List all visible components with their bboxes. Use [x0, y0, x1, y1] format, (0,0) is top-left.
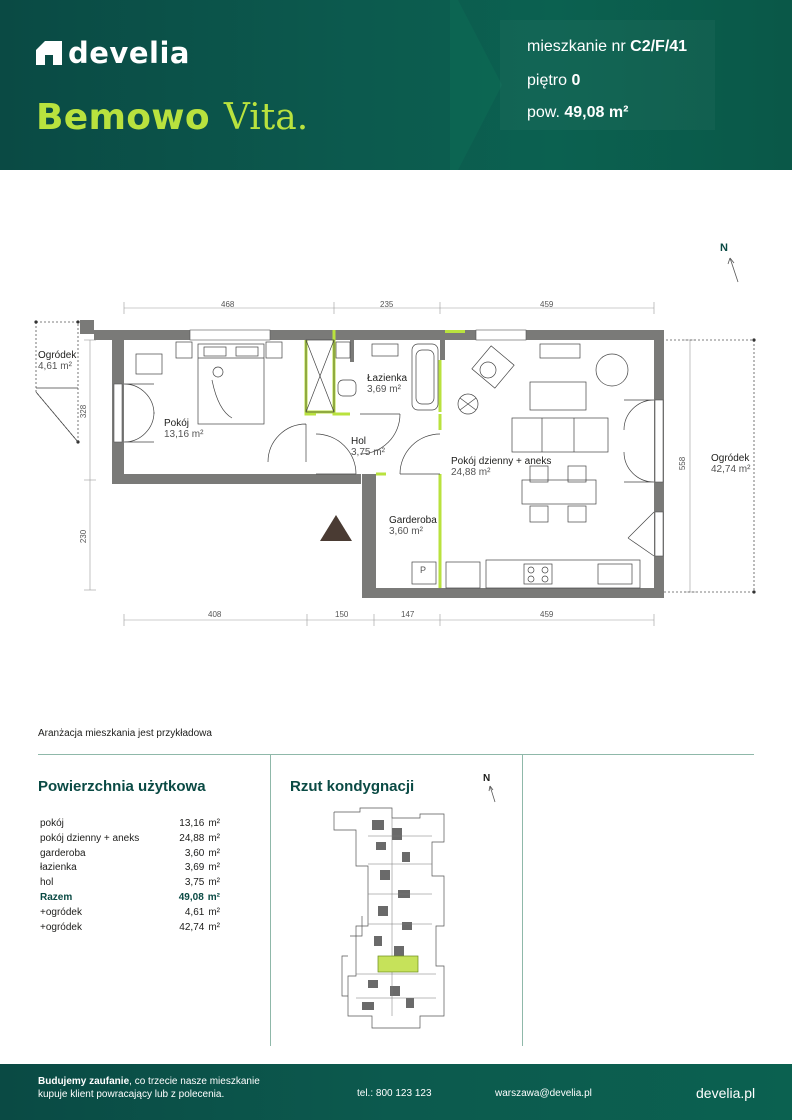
dim-bottom-2: 150 — [335, 610, 349, 619]
usable-area-row — [40, 922, 220, 936]
room-area: 13,16 m² — [164, 429, 204, 440]
floor-value: 0 — [571, 72, 581, 89]
room-area: 24,88 m² — [451, 467, 491, 478]
project-name-part2: Vita. — [223, 97, 309, 138]
room-area: 3,69 m² — [367, 384, 401, 395]
usable-area-row — [40, 848, 220, 862]
dim-top-3: 459 — [540, 300, 554, 309]
room-ogrodek-right — [711, 453, 750, 475]
area-label: pow. — [527, 104, 560, 121]
usable-area-row — [40, 818, 220, 832]
apartment-plan-drawing — [0, 170, 792, 710]
usable-area-row-name: łazienka — [40, 862, 77, 874]
usable-area-row-number: 42,74 — [179, 921, 205, 933]
develia-logo[interactable] — [36, 36, 190, 70]
room-garderoba — [389, 515, 437, 537]
north-label: N — [720, 242, 728, 254]
room-name: Pokój — [164, 418, 190, 429]
usable-area-row-unit: m² — [208, 921, 220, 933]
usable-area-row — [40, 862, 220, 876]
dim-bottom-4: 459 — [540, 610, 554, 619]
usable-area-row — [40, 892, 220, 906]
usable-area-row-name: +ogródek — [40, 921, 82, 933]
area-info — [527, 104, 628, 122]
usable-area-row-unit: m² — [208, 862, 220, 874]
usable-area-row-number: 13,16 — [179, 818, 205, 829]
usable-area-row-unit: m² — [208, 818, 220, 829]
usable-area-row-name: hol — [40, 877, 54, 889]
usable-area-row — [40, 907, 220, 921]
room-ogrodek-left — [38, 350, 76, 372]
usable-area-row-value — [185, 848, 220, 859]
floor-label: piętro — [527, 72, 568, 89]
usable-area-row-number: 4,61 — [184, 906, 205, 918]
north-arrow-icon — [728, 258, 738, 282]
slogan-bold: Budujemy zaufanie — [38, 1076, 130, 1087]
footer — [0, 1064, 792, 1120]
usable-area-row-value — [179, 833, 220, 844]
dim-bottom-3: 147 — [401, 610, 415, 619]
floor-info — [527, 72, 580, 90]
room-name: Ogródek — [38, 350, 77, 361]
room-area: 4,61 m² — [38, 361, 72, 372]
entrance-marker — [320, 515, 352, 541]
room-lazienka — [367, 373, 407, 395]
dim-left-1: 328 — [79, 404, 89, 419]
footer-slogan — [38, 1075, 260, 1101]
usable-area-row — [40, 833, 220, 847]
usable-area-title: Powierzchnia użytkowa — [38, 778, 206, 795]
develia-logo-icon — [36, 41, 62, 65]
footer-phone-link[interactable]: tel.: 800 123 123 — [357, 1088, 432, 1099]
room-area: 42,74 m² — [711, 464, 751, 475]
footer-email-link[interactable]: warszawa@develia.pl — [495, 1088, 592, 1099]
usable-area-row-name: Razem — [40, 892, 73, 903]
usable-area-row-unit: m² — [208, 832, 220, 844]
usable-area-row-number: 49,08 — [178, 892, 204, 903]
divider-vertical-2 — [522, 754, 523, 1046]
usable-area-row-number: 3,60 — [184, 847, 205, 859]
apartment-label: mieszkanie nr — [527, 38, 626, 55]
dim-top-2: 235 — [380, 300, 394, 309]
usable-area-row-value — [185, 862, 220, 873]
usable-area-row-name: +ogródek — [40, 906, 82, 918]
dim-bottom-1: 408 — [208, 610, 222, 619]
project-name-part1: Bemowo — [36, 97, 210, 138]
floor-plan-title: Rzut kondygnacji — [290, 778, 415, 795]
room-name: Hol — [351, 436, 367, 447]
usable-area-row-unit: m² — [208, 877, 220, 889]
building-floor-keyplan — [332, 806, 452, 1032]
apartment-number-value: C2/F/41 — [630, 38, 688, 55]
usable-area-row-unit: m² — [208, 906, 220, 918]
arrangement-note: Aranżacja mieszkania jest przykładowa — [38, 728, 212, 739]
room-area: 3,75 m² — [351, 447, 385, 458]
area-value: 49,08 m² — [564, 104, 629, 121]
room-pokoj — [164, 418, 203, 440]
room-name: Ogródek — [711, 453, 750, 464]
usable-area-row-value — [179, 922, 220, 933]
usable-area-row-number: 24,88 — [179, 832, 205, 844]
usable-area-row-number: 3,75 — [184, 877, 205, 889]
garden-posts — [34, 320, 755, 593]
slogan-rest: , co trzecie nasze mieszkanie — [129, 1076, 260, 1087]
parking-mark: P — [420, 565, 427, 575]
apartment-plan — [0, 170, 792, 710]
walls — [80, 320, 664, 598]
usable-area-row-unit: m² — [207, 892, 220, 903]
slogan-line2: kupuje klient powracający lub z polecenia. — [38, 1089, 225, 1100]
room-name: Łazienka — [367, 373, 408, 384]
usable-area-row-number: 3,69 — [184, 862, 205, 874]
usable-area-row-unit: m² — [208, 847, 220, 859]
header — [0, 0, 792, 170]
usable-area-row — [40, 877, 220, 891]
dim-right-1: 558 — [678, 456, 688, 471]
keyplan-north-arrow-icon — [486, 784, 498, 804]
usable-area-row-value — [179, 818, 220, 829]
room-area: 3,60 m² — [389, 526, 423, 537]
room-dzienny — [451, 456, 551, 478]
garden-boundaries — [36, 322, 754, 592]
room-name: Pokój dzienny + aneks — [451, 456, 552, 467]
highlighted-apartment — [378, 956, 418, 972]
divider-horizontal — [38, 754, 754, 755]
logo-text: develia — [68, 36, 190, 70]
room-name: Garderoba — [389, 515, 437, 526]
usable-area-row-name: garderoba — [40, 847, 86, 859]
room-hol — [351, 436, 385, 458]
usable-area-row-name: pokój dzienny + aneks — [40, 832, 140, 844]
project-name — [36, 96, 308, 138]
usable-area-row-value — [185, 907, 220, 918]
apartment-number — [527, 38, 687, 56]
usable-area-row-name: pokój — [40, 818, 64, 829]
keyplan-north-label: N — [483, 773, 491, 784]
dim-left-2: 230 — [79, 529, 89, 544]
usable-area-row-value — [185, 877, 220, 888]
usable-area-row-value — [179, 892, 220, 903]
divider-vertical-1 — [270, 754, 271, 1046]
dim-top-1: 468 — [221, 300, 235, 309]
footer-website-link[interactable]: develia.pl — [696, 1085, 756, 1101]
